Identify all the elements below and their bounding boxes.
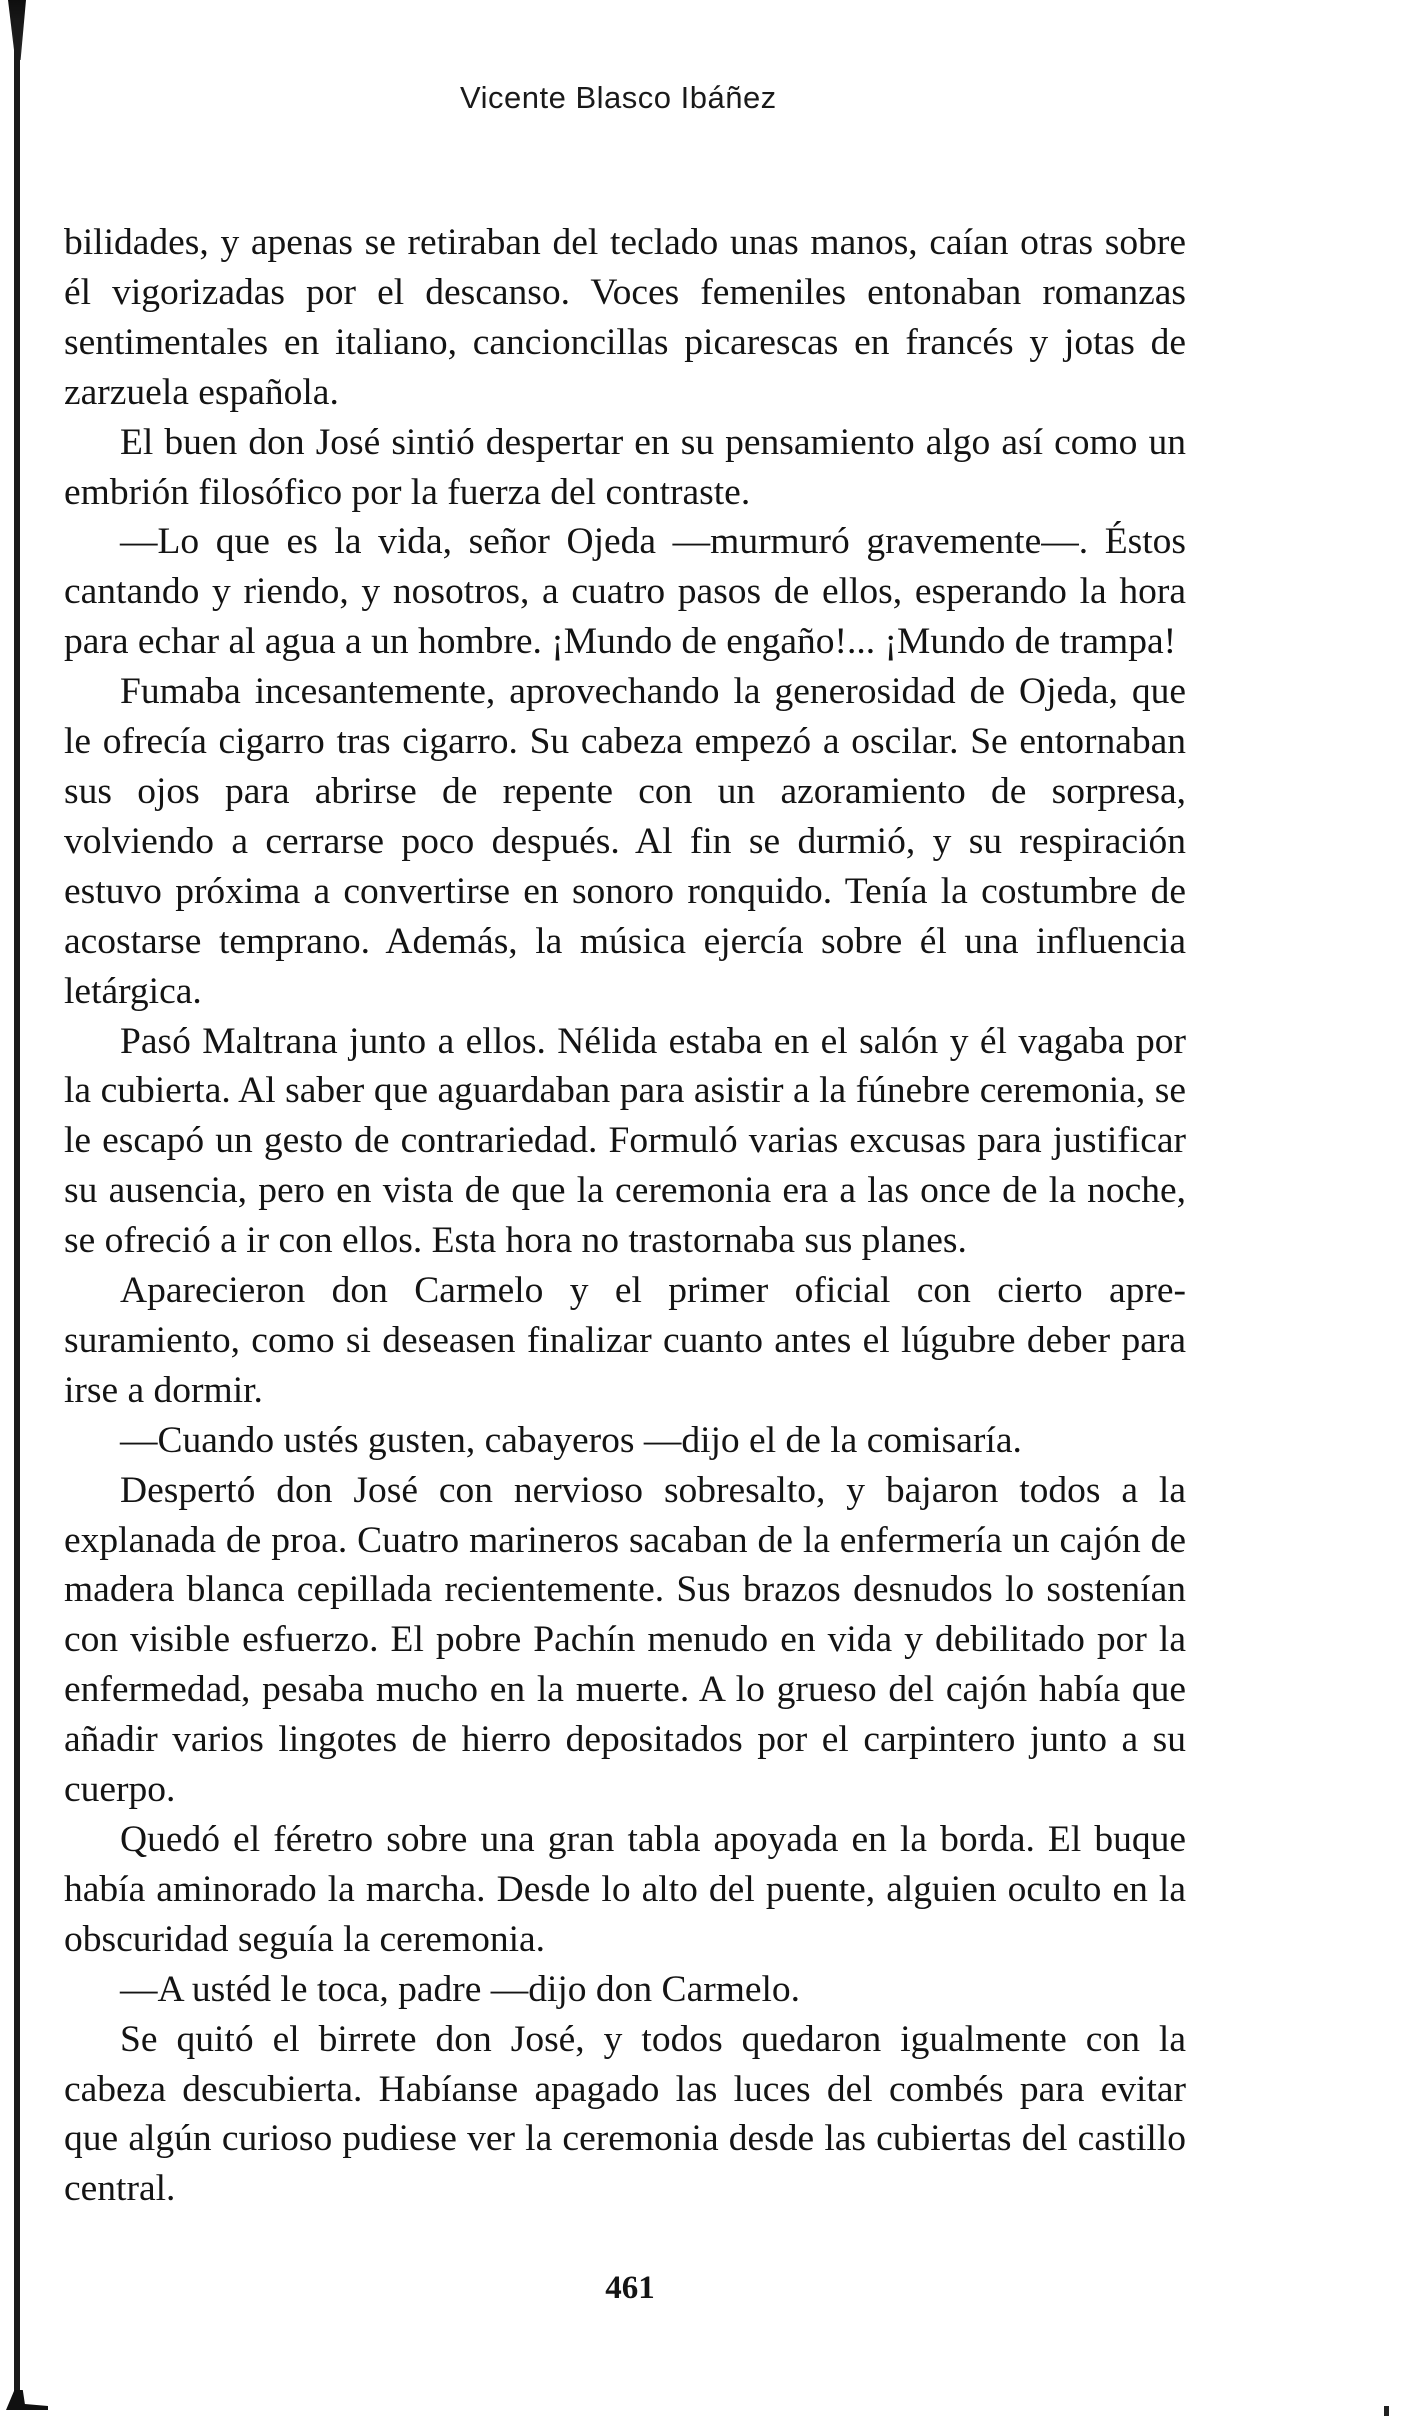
paragraph: Pasó Maltrana junto a ellos. Nélida estaba en el salón y él vagaba por la cubierta. Al saber que aguardaban para asistir a la fúnebre ceremonia, se le escapó un gesto de contrariedad. Formuló varias excusas para justificar su ausencia, pero en vista de que la ceremonia era a las once de la noche, se ofreció a ir con ellos. Esta hora no trastornaba sus planes. <box>64 1020 1186 1262</box>
binding-edge-bottom <box>6 2390 48 2410</box>
page-number: 461 <box>605 2270 655 2306</box>
paragraph: —A ustéd le toca, padre —dijo don Carmelo. <box>120 1968 801 2010</box>
paragraph: Despertó don José con nervioso sobresalto, y bajaron todos a la explanada de proa. Cuatro marineros sacaban de la enfermería un cajón de madera blanca cepillada recientemente. Sus brazos desnudos lo sostenían con visible esfuerzo. El pobre Pachín menudo en vida y debilitado por la enfermedad, pesaba mucho en la muerte. A lo grueso del cajón había que añadir varios lingotes de hierro depositados por el carpintero junto a su cuerpo. <box>64 1469 1186 1811</box>
paragraph: El buen don José sintió despertar en su pensamiento algo así como un embrión filosófico por la fuerza del contraste. <box>64 421 1186 513</box>
body-text <box>64 218 1186 2214</box>
paragraph: Quedó el féretro sobre una gran tabla apoyada en la borda. El buque había aminorado la marcha. Desde lo alto del puente, alguien oculto en la obscuridad seguía la ceremonia. <box>64 1819 1186 1960</box>
paragraph: Aparecieron don Carmelo y el primer oficial con cierto apresuramiento, como si deseasen finalizar cuanto antes el lúgubre deber para irse a dormir. <box>64 1270 1186 1411</box>
paragraph: —Cuando ustés gusten, cabayeros —dijo el de la comisaría. <box>120 1419 1022 1461</box>
paragraph: Se quitó el birrete don José, y todos quedaron igualmente con la cabeza descubierta. Habíanse apagado las luces del combés para evitar que algún curioso pudiese ver la ceremonia desde las cubiertas del castillo central. <box>64 2018 1186 2210</box>
paragraph: —Lo que es la vida, señor Ojeda —murmuró gravemente—. Éstos cantando y riendo, y nosotros, a cuatro pasos de ellos, esperando la hora para echar al agua a un hombre. ¡Mundo de engaño!... ¡Mundo de trampa! <box>64 521 1186 663</box>
scan-mark <box>1384 2406 1389 2416</box>
paragraph: bilidades, y apenas se retiraban del teclado unas manos, caían otras sobre él vigorizadas por el descanso. Voces femeniles entonaban romanzas sentimentales en italiano, cancioncillas picarescas en francés y jotas de zarzuela española. <box>64 222 1186 413</box>
binding-edge <box>14 20 20 2405</box>
paragraph: Fumaba incesantemente, aprovechando la generosidad de Ojeda, que le ofrecía cigarro tras cigarro. Su cabeza empezó a oscilar. Se entornaban sus ojos para abrirse de repente con un azoramiento de sorpresa, volviendo a cerrarse poco después. Al fin se durmió, y su respiración estuvo próxima a convertirse en sonoro ronquido. Tenía la costumbre de acostarse temprano. Además, la música ejercía sobre él una influencia letárgica. <box>64 671 1186 1012</box>
running-head: Vicente Blasco Ibáñez <box>460 80 777 115</box>
